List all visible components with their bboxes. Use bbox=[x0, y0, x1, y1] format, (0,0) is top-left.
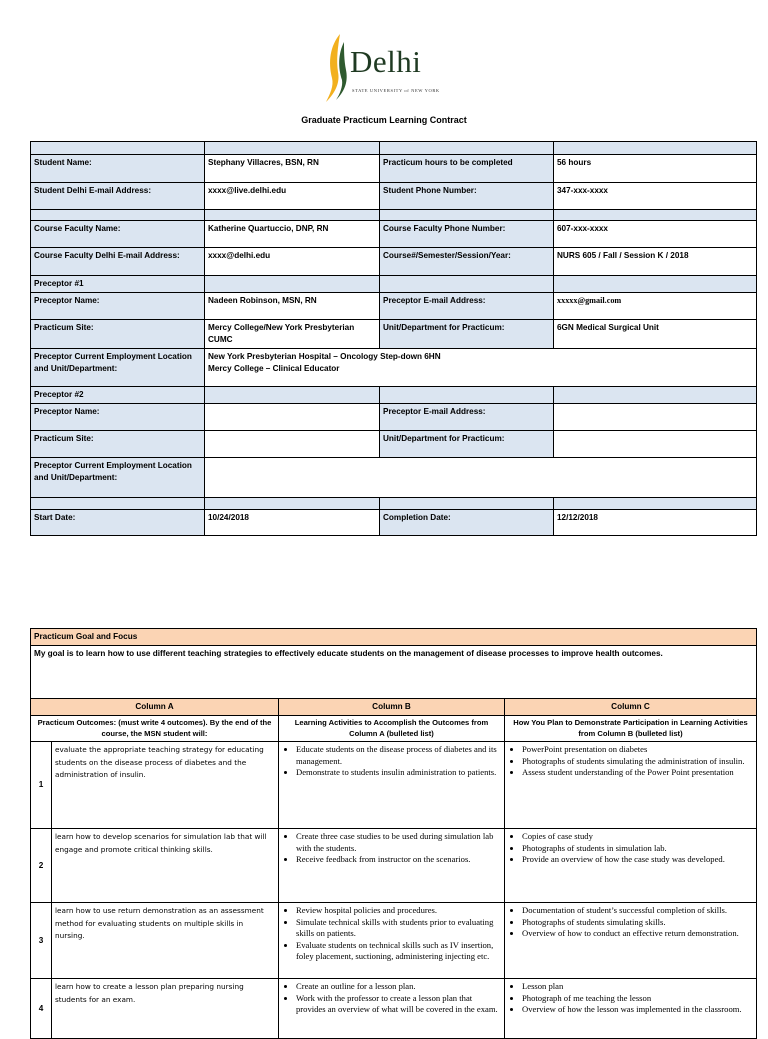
faculty-email-value: xxxx@delhi.edu bbox=[205, 248, 380, 276]
document-title: Graduate Practicum Learning Contract bbox=[301, 115, 467, 125]
preceptor1-header: Preceptor #1 bbox=[31, 276, 205, 293]
outcome-row bbox=[31, 742, 757, 829]
p2-unit-value bbox=[554, 431, 757, 458]
activities-cell bbox=[279, 742, 505, 829]
row-number: 1 bbox=[31, 742, 52, 829]
activity-item: • Create an outline for a lesson plan. bbox=[296, 981, 501, 993]
outcome-row bbox=[31, 829, 757, 903]
outcome-text: evaluate the appropriate teaching strategy for educating students on the disease process of diabetes and the administration of insulin. bbox=[52, 742, 279, 829]
activities-cell bbox=[279, 979, 505, 1039]
hours-value: 56 hours bbox=[554, 155, 757, 183]
activity-item: • Demonstrate to students insulin administration to patients. bbox=[296, 767, 501, 779]
student-name-label: Student Name: bbox=[31, 155, 205, 183]
outcome-text: learn how to use return demonstration as an assessment method for evaluating students on multiple skills in nursing. bbox=[52, 903, 279, 979]
p1-email-value: xxxxx@gmail.com bbox=[554, 293, 757, 320]
leaf-flame-icon bbox=[322, 32, 352, 104]
spacer-row bbox=[31, 142, 205, 155]
student-name-value: Stephany Villacres, BSN, RN bbox=[205, 155, 380, 183]
column-c-header: Column C bbox=[505, 699, 757, 716]
p2-site-label: Practicum Site: bbox=[31, 431, 205, 458]
activity-item: • Work with the professor to create a lesson plan that provides an overview of what will be covered in the exam. bbox=[296, 993, 501, 1016]
p1-employment-line1: New York Presbyterian Hospital – Oncology Step-down 6HN bbox=[208, 352, 441, 361]
student-email-label: Student Delhi E-mail Address: bbox=[31, 183, 205, 210]
row-number: 2 bbox=[31, 829, 52, 903]
p2-employment-value bbox=[205, 458, 757, 498]
demonstration-cell bbox=[505, 903, 757, 979]
outcome-text: learn how to develop scenarios for simulation lab that will engage and promote critical thinking skills. bbox=[52, 829, 279, 903]
p1-email-label: Preceptor E-mail Address: bbox=[380, 293, 554, 320]
p1-name-label: Preceptor Name: bbox=[31, 293, 205, 320]
delhi-logo bbox=[322, 32, 452, 104]
demonstration-cell bbox=[505, 742, 757, 829]
preceptor2-header: Preceptor #2 bbox=[31, 387, 205, 404]
p1-employment-label: Preceptor Current Employment Location and Unit/Department: bbox=[31, 349, 205, 387]
outcome-row bbox=[31, 979, 757, 1039]
start-date-value: 10/24/2018 bbox=[205, 510, 380, 536]
demonstration-item: • Copies of case study bbox=[522, 831, 753, 843]
student-phone-label: Student Phone Number: bbox=[380, 183, 554, 210]
activities-cell bbox=[279, 829, 505, 903]
p1-name-value: Nadeen Robinson, MSN, RN bbox=[205, 293, 380, 320]
faculty-phone-value: 607-xxx-xxxx bbox=[554, 221, 757, 248]
course-label: Course#/Semester/Session/Year: bbox=[380, 248, 554, 276]
p2-name-value bbox=[205, 404, 380, 431]
p2-email-value bbox=[554, 404, 757, 431]
demonstration-item: • Photographs of students simulating the administration of insulin. bbox=[522, 756, 753, 768]
row-number: 4 bbox=[31, 979, 52, 1039]
demonstration-item: • Photographs of students simulating skills. bbox=[522, 917, 753, 929]
practicum-goal-table bbox=[30, 628, 757, 1039]
demonstration-item: • Overview of how to conduct an effective return demonstration. bbox=[522, 928, 753, 940]
activities-cell bbox=[279, 903, 505, 979]
column-a-subheader: Practicum Outcomes: (must write 4 outcomes). By the end of the course, the MSN student will: bbox=[31, 716, 279, 742]
p2-name-label: Preceptor Name: bbox=[31, 404, 205, 431]
p2-site-value bbox=[205, 431, 380, 458]
p2-unit-label: Unit/Department for Practicum: bbox=[380, 431, 554, 458]
spacer-row bbox=[31, 210, 205, 221]
faculty-email-label: Course Faculty Delhi E-mail Address: bbox=[31, 248, 205, 276]
demonstration-item: • Photograph of me teaching the lesson bbox=[522, 993, 753, 1005]
p2-employment-label: Preceptor Current Employment Location and Unit/Department: bbox=[31, 458, 205, 498]
outcome-row bbox=[31, 903, 757, 979]
student-email-value: xxxx@live.delhi.edu bbox=[205, 183, 380, 210]
demonstration-cell bbox=[505, 979, 757, 1039]
spacer-row bbox=[31, 498, 205, 510]
goal-header: Practicum Goal and Focus bbox=[31, 629, 757, 646]
faculty-name-value: Katherine Quartuccio, DNP, RN bbox=[205, 221, 380, 248]
p1-unit-value: 6GN Medical Surgical Unit bbox=[554, 320, 757, 349]
demonstration-item: • Documentation of student’s successful completion of skills. bbox=[522, 905, 753, 917]
p1-employment-value bbox=[205, 349, 757, 387]
faculty-phone-label: Course Faculty Phone Number: bbox=[380, 221, 554, 248]
p1-site-label: Practicum Site: bbox=[31, 320, 205, 349]
p1-employment-line2: Mercy College – Clinical Educator bbox=[208, 364, 340, 373]
student-phone-value: 347-xxx-xxxx bbox=[554, 183, 757, 210]
logo-wordmark: Delhi bbox=[350, 44, 422, 79]
hours-label: Practicum hours to be completed bbox=[380, 155, 554, 183]
start-date-label: Start Date: bbox=[31, 510, 205, 536]
activity-item: • Evaluate students on technical skills such as IV insertion, foley placement, suctioning, administering injecting etc. bbox=[296, 940, 501, 963]
row-number: 3 bbox=[31, 903, 52, 979]
demonstration-item: • PowerPoint presentation on diabetes bbox=[522, 744, 753, 756]
column-b-subheader: Learning Activities to Accomplish the Outcomes from Column A (bulleted list) bbox=[279, 716, 505, 742]
demonstration-item: • Lesson plan bbox=[522, 981, 753, 993]
p2-email-label: Preceptor E-mail Address: bbox=[380, 404, 554, 431]
demonstration-cell bbox=[505, 829, 757, 903]
demonstration-item: • Overview of how the lesson was implemented in the classroom. bbox=[522, 1004, 753, 1016]
demonstration-item: • Assess student understanding of the Power Point presentation bbox=[522, 767, 753, 779]
column-c-subheader: How You Plan to Demonstrate Participation in Learning Activities from Column B (bulleted list) bbox=[505, 716, 757, 742]
activity-item: • Create three case studies to be used during simulation lab with the students. bbox=[296, 831, 501, 854]
activity-item: • Educate students on the disease process of diabetes and its management. bbox=[296, 744, 501, 767]
logo-subtitle: STATE UNIVERSITY of NEW YORK bbox=[352, 88, 440, 93]
faculty-name-label: Course Faculty Name: bbox=[31, 221, 205, 248]
activity-item: • Simulate technical skills with students prior to evaluating skills on patients. bbox=[296, 917, 501, 940]
p1-unit-label: Unit/Department for Practicum: bbox=[380, 320, 554, 349]
demonstration-item: • Photographs of students in simulation lab. bbox=[522, 843, 753, 855]
goal-text: My goal is to learn how to use different teaching strategies to effectively educate students on the management of disease processes to improve health outcomes. bbox=[31, 646, 757, 699]
p1-site-value: Mercy College/New York Presbyterian CUMC bbox=[205, 320, 380, 349]
outcome-text: learn how to create a lesson plan preparing nursing students for an exam. bbox=[52, 979, 279, 1039]
completion-date-label: Completion Date: bbox=[380, 510, 554, 536]
course-value: NURS 605 / Fall / Session K / 2018 bbox=[554, 248, 757, 276]
demonstration-item: • Provide an overview of how the case study was developed. bbox=[522, 854, 753, 866]
activity-item: • Receive feedback from instructor on the scenarios. bbox=[296, 854, 501, 866]
column-b-header: Column B bbox=[279, 699, 505, 716]
contract-info-table bbox=[30, 141, 757, 536]
completion-date-value: 12/12/2018 bbox=[554, 510, 757, 536]
activity-item: • Review hospital policies and procedures. bbox=[296, 905, 501, 917]
column-a-header: Column A bbox=[31, 699, 279, 716]
